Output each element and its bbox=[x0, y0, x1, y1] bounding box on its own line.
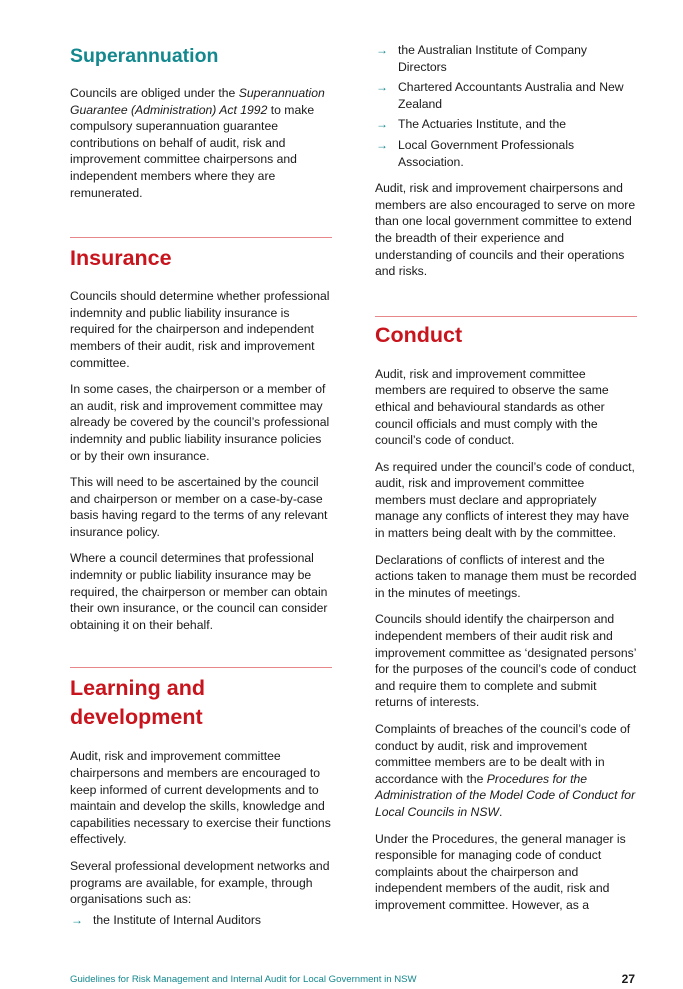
arrow-right-icon: → bbox=[376, 43, 388, 57]
learning-heading-line-1: Learning and bbox=[70, 676, 205, 701]
arrow-right-icon: → bbox=[71, 912, 83, 927]
learning-heading bbox=[70, 674, 332, 732]
list-item-text: Local Government Professionals Association. bbox=[398, 137, 575, 169]
learning-paragraph-1: Audit, risk and improvement committee chairpersons and members are encouraged to keep informed of current developments and to maintain and develop the skills, knowledge and capabilities necessary to exercise their functions effectively. bbox=[70, 749, 331, 847]
procedures-title: Procedures for the Administration of the Model Code of Conduct for Local Councils in NSW bbox=[375, 771, 636, 819]
list-item-text: Chartered Accountants Australia and New Zealand bbox=[398, 80, 624, 111]
list-item bbox=[375, 116, 637, 133]
conduct-paragraph-6: Under the Procedures, the general manager is responsible for managing code of conduct complaints about the chairperson and independent members of the audit, risk and improvement committee. However, as a bbox=[375, 831, 626, 912]
learning-paragraph-3: Audit, risk and improvement chairpersons and members are also encouraged to serve on more than one local government committee to extend the breadth of their experience and understanding of councils and their operations and risks. bbox=[375, 181, 636, 279]
insurance-paragraph-2: In some cases, the chairperson or a member of an audit, risk and improvement committee may already be covered by the council’s professional indemnity and public liability insurance policies or by their own insurance. bbox=[70, 382, 330, 463]
arrow-right-icon: → bbox=[376, 137, 388, 152]
arrow-right-icon: → bbox=[376, 80, 388, 95]
superannuation-paragraph bbox=[70, 85, 332, 201]
conduct-paragraph-2: As required under the council’s code of conduct, audit, risk and improvement committee members must declare and appropriately manage any conflicts of interest they may have in matters being dealt with by the committee. bbox=[375, 459, 635, 541]
conduct-paragraph-1: Audit, risk and improvement committee members are required to observe the same ethical and behavioural standards as other council officials and must comply with the council’s code of conduct. bbox=[375, 366, 609, 448]
section-divider bbox=[375, 316, 637, 317]
list-item-text: the Australian Institute of Company Directors bbox=[398, 43, 588, 74]
list-item bbox=[375, 79, 637, 112]
text-run: Complaints of breaches of the council’s code of conduct by audit, risk and improvement committee members are to be dealt with in accordance with the bbox=[375, 722, 631, 786]
superannuation-heading: Superannuation bbox=[70, 45, 219, 67]
insurance-paragraph-1: Councils should determine whether professional indemnity and public liability insurance is required for the chairperson and independent members of their audit, risk and improvement committee. bbox=[70, 289, 330, 370]
list-item-text: the Institute of Internal Auditors bbox=[93, 912, 262, 927]
insurance-heading: Insurance bbox=[70, 246, 172, 271]
organisations-list bbox=[70, 912, 332, 929]
organisations-list-continued bbox=[375, 42, 637, 170]
conduct-heading: Conduct bbox=[375, 322, 463, 347]
list-item bbox=[375, 42, 637, 75]
section-divider bbox=[70, 667, 332, 668]
list-item-text: The Actuaries Institute, and the bbox=[398, 117, 567, 132]
page-number: 27 bbox=[621, 972, 635, 986]
list-item bbox=[70, 912, 332, 929]
insurance-paragraph-3: This will need to be ascertained by the council and chairperson or member on a case-by-case basis having regard to the terms of any relevant insurance policy. bbox=[70, 475, 328, 539]
footer-title: Guidelines for Risk Management and Internal Audit for Local Government in NSW bbox=[70, 974, 417, 985]
conduct-paragraph-3: Declarations of conflicts of interest and the actions taken to manage them must be recorded in the minutes of meetings. bbox=[375, 552, 637, 600]
conduct-paragraph-5 bbox=[375, 721, 637, 821]
learning-paragraph-2: Several professional development networks and programs are available, for example, through organisations such as: bbox=[70, 859, 330, 907]
text-run: Councils are obliged under the bbox=[70, 86, 239, 100]
insurance-paragraph-4: Where a council determines that professional indemnity or public liability insurance may be required, the chairperson or member can obtain their own insurance, or the council can consider obtaining it on their behalf. bbox=[70, 551, 328, 632]
text-run: to make compulsory superannuation guarantee contributions on behalf of audit, risk and improvement committee chairpersons and independent members where they are remunerated. bbox=[70, 102, 315, 200]
left-column bbox=[70, 0, 332, 928]
learning-heading-line-2: development bbox=[70, 705, 203, 730]
arrow-right-icon: → bbox=[376, 117, 388, 132]
act-title: Superannuation Guarantee (Administration) Act 1992 bbox=[70, 86, 325, 117]
text-run: . bbox=[498, 804, 503, 819]
conduct-paragraph-4: Councils should identify the chairperson and independent members of their audit risk and improvement committee as ‘designated persons’ for the purposes of the council’s code of conduct and require them to complete and submit returns of interests. bbox=[375, 612, 637, 710]
list-item bbox=[375, 137, 637, 170]
section-divider bbox=[70, 237, 332, 238]
right-column bbox=[375, 0, 637, 914]
